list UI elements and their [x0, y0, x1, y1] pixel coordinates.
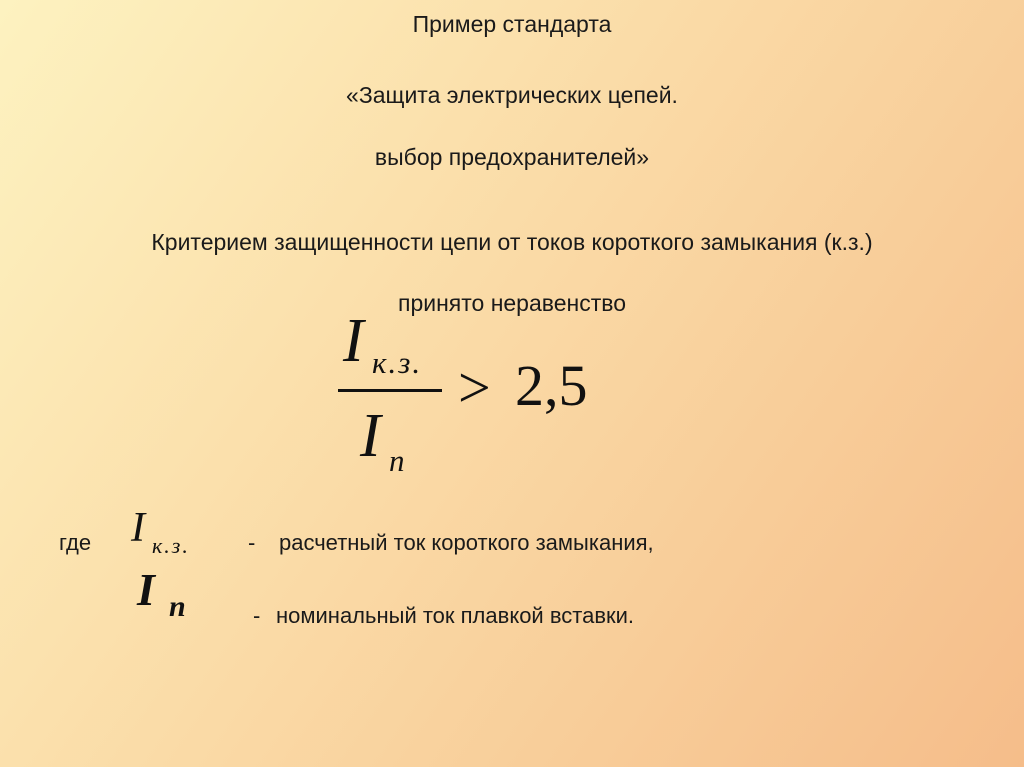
definition-1-description: расчетный ток короткого замыкания,	[279, 530, 654, 555]
subtitle-line-2: выбор предохранителей»	[374, 144, 650, 170]
definition-2-subscript: n	[169, 590, 186, 623]
slide-title: Пример стандарта	[412, 11, 612, 37]
fraction-bar	[338, 389, 442, 392]
criterion-text: Критерием защищенности цепи от токов короткого замыкания (к.з.)	[151, 229, 873, 255]
subtitle-line-1: «Защита электрических цепей.	[346, 82, 678, 108]
denominator-symbol: I	[360, 402, 381, 470]
accepted-inequality-text: принято неравенство	[397, 290, 627, 316]
definition-2-symbol: I	[137, 564, 155, 615]
definition-2-description: номинальный ток плавкой вставки.	[276, 603, 635, 628]
greater-than-sign: >	[458, 355, 491, 420]
numerator-subscript: к.з.	[372, 345, 423, 380]
definition-1-dash: -	[248, 530, 256, 555]
definition-2-dash: -	[253, 603, 261, 628]
definition-1-subscript: к.з.	[152, 533, 190, 558]
threshold-value: 2,5	[515, 353, 588, 418]
numerator-symbol: I	[343, 307, 364, 375]
where-label: где	[59, 530, 92, 555]
denominator-subscript: n	[389, 443, 405, 478]
definition-1-symbol: I	[131, 505, 145, 551]
